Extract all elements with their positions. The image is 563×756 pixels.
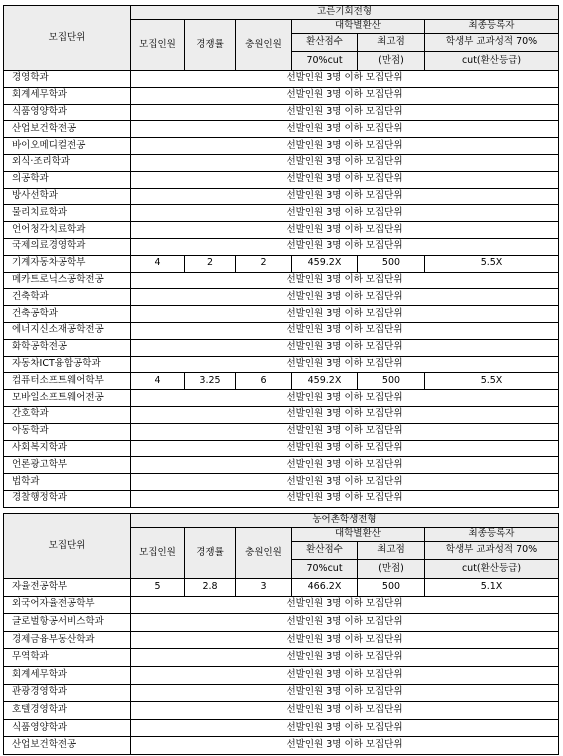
goreun-gihoe-table — [3, 5, 559, 508]
dept-name-cell: 자동차ICT융합공학과 — [4, 356, 131, 373]
note-cell: 선발인원 3명 이하 모집단위 — [131, 614, 559, 632]
grade-cell: 5.1X — [425, 579, 559, 597]
table-header — [4, 6, 559, 71]
dept-name-cell: 화학공학전공 — [4, 339, 131, 356]
dept-name-cell: 메카트로닉스공학전공 — [4, 272, 131, 289]
dept-name-cell: 식품영양학과 — [4, 104, 131, 121]
table-row — [4, 188, 559, 205]
table-row — [4, 440, 559, 457]
note-cell: 선발인원 3명 이하 모집단위 — [131, 339, 559, 356]
section-title: 농어촌학생전형 — [131, 514, 559, 528]
dept-name-cell: 회계세무학과 — [4, 666, 131, 684]
table-body — [4, 579, 559, 755]
dept-name-cell: 국제의료경영학과 — [4, 238, 131, 255]
table-row — [4, 579, 559, 597]
table-row — [4, 87, 559, 104]
dept-name-cell: 물리치료학과 — [4, 205, 131, 222]
note-cell: 선발인원 3명 이하 모집단위 — [131, 719, 559, 737]
note-cell: 선발인원 3명 이하 모집단위 — [131, 222, 559, 239]
table-row — [4, 423, 559, 440]
dept-name-cell: 법학과 — [4, 474, 131, 491]
dept-name-cell: 산업보건학전공 — [4, 737, 131, 755]
dept-name-cell: 방사선학과 — [4, 188, 131, 205]
table-row — [4, 356, 559, 373]
note-cell: 선발인원 3명 이하 모집단위 — [131, 702, 559, 720]
note-cell: 선발인원 3명 이하 모집단위 — [131, 322, 559, 339]
table-row — [4, 339, 559, 356]
table-row — [4, 373, 559, 390]
dept-name-cell: 언론광고학부 — [4, 457, 131, 474]
header-conv-score-cut: 70%cut — [292, 560, 358, 579]
header-unit: 모집단위 — [4, 6, 131, 71]
table-row — [4, 490, 559, 507]
note-cell: 선발인원 3명 이하 모집단위 — [131, 306, 559, 323]
note-cell: 선발인원 3명 이하 모집단위 — [131, 406, 559, 423]
header-conv-score: 환산점수 — [292, 542, 358, 560]
score-cell: 466.2X — [292, 579, 358, 597]
dept-name-cell: 건축학과 — [4, 289, 131, 306]
table-row — [4, 702, 559, 720]
note-cell: 선발인원 3명 이하 모집단위 — [131, 289, 559, 306]
note-cell: 선발인원 3명 이하 모집단위 — [131, 238, 559, 255]
filled-cell: 6 — [236, 373, 292, 390]
dept-name-cell: 경찰행정학과 — [4, 490, 131, 507]
grade-cell: 5.5X — [425, 255, 559, 272]
recruit-cell: 4 — [131, 373, 185, 390]
competition-cell: 3.25 — [185, 373, 236, 390]
dept-name-cell: 관광경영학과 — [4, 684, 131, 702]
table-row — [4, 272, 559, 289]
note-cell: 선발인원 3명 이하 모집단위 — [131, 457, 559, 474]
header-conv-score-cut: 70%cut — [292, 52, 358, 71]
table-row — [4, 684, 559, 702]
header-unit: 모집단위 — [4, 514, 131, 579]
note-cell: 선발인원 3명 이하 모집단위 — [131, 104, 559, 121]
note-cell: 선발인원 3명 이하 모집단위 — [131, 474, 559, 491]
note-cell: 선발인원 3명 이하 모집단위 — [131, 684, 559, 702]
header-filled: 충원인원 — [236, 528, 292, 579]
note-cell: 선발인원 3명 이하 모집단위 — [131, 87, 559, 104]
table-row — [4, 289, 559, 306]
header-record-cut: cut(환산등급) — [425, 560, 559, 579]
dept-name-cell: 건축공학과 — [4, 306, 131, 323]
dept-name-cell: 에너지신소재공학전공 — [4, 322, 131, 339]
header-competition: 경쟁률 — [185, 528, 236, 579]
recruit-cell: 4 — [131, 255, 185, 272]
dept-name-cell: 언어청각치료학과 — [4, 222, 131, 239]
header-final: 최종등록자 — [425, 528, 559, 542]
filled-cell: 3 — [236, 579, 292, 597]
dept-name-cell: 사회복지학과 — [4, 440, 131, 457]
table-row — [4, 474, 559, 491]
dept-name-cell: 자율전공학부 — [4, 579, 131, 597]
header-conv-score: 환산점수 — [292, 34, 358, 52]
dept-name-cell: 외국어자율전공학부 — [4, 596, 131, 614]
dept-name-cell: 의공학과 — [4, 171, 131, 188]
header-record: 학생부 교과성적 70% — [425, 34, 559, 52]
dept-name-cell: 경영학과 — [4, 71, 131, 88]
note-cell: 선발인원 3명 이하 모집단위 — [131, 737, 559, 755]
max-cell: 500 — [358, 579, 425, 597]
dept-name-cell: 간호학과 — [4, 406, 131, 423]
table-row — [4, 71, 559, 88]
table-row — [4, 737, 559, 755]
nongeochon-table — [3, 513, 559, 755]
table-row — [4, 255, 559, 272]
dept-name-cell: 회계세무학과 — [4, 87, 131, 104]
note-cell: 선발인원 3명 이하 모집단위 — [131, 272, 559, 289]
table-row — [4, 719, 559, 737]
table-body — [4, 71, 559, 508]
note-cell: 선발인원 3명 이하 모집단위 — [131, 121, 559, 138]
note-cell: 선발인원 3명 이하 모집단위 — [131, 596, 559, 614]
header-filled: 충원인원 — [236, 20, 292, 71]
header-recruit: 모집인원 — [131, 20, 185, 71]
header-record: 학생부 교과성적 70% — [425, 542, 559, 560]
recruit-cell: 5 — [131, 579, 185, 597]
grade-cell: 5.5X — [425, 373, 559, 390]
header-max: 최고점 — [358, 542, 425, 560]
competition-cell: 2 — [185, 255, 236, 272]
dept-name-cell: 아동학과 — [4, 423, 131, 440]
table-row — [4, 631, 559, 649]
header-univ-conversion: 대학별환산 — [292, 20, 425, 34]
table-row — [4, 666, 559, 684]
dept-name-cell: 모바일소프트웨어전공 — [4, 390, 131, 407]
dept-name-cell: 컴퓨터소프트웨어학부 — [4, 373, 131, 390]
table-row — [4, 649, 559, 667]
header-max: 최고점 — [358, 34, 425, 52]
table-row — [4, 154, 559, 171]
header-max-note: (만점) — [358, 560, 425, 579]
dept-name-cell: 산업보건학전공 — [4, 121, 131, 138]
header-final: 최종등록자 — [425, 20, 559, 34]
table-row — [4, 390, 559, 407]
dept-name-cell: 무역학과 — [4, 649, 131, 667]
dept-name-cell: 기계자동차공학부 — [4, 255, 131, 272]
table-row — [4, 171, 559, 188]
table-row — [4, 614, 559, 632]
note-cell: 선발인원 3명 이하 모집단위 — [131, 138, 559, 155]
note-cell: 선발인원 3명 이하 모집단위 — [131, 188, 559, 205]
section-title: 고른기회전형 — [131, 6, 559, 20]
table-row — [4, 104, 559, 121]
header-max-note: (만점) — [358, 52, 425, 71]
score-cell: 459.2X — [292, 373, 358, 390]
header-recruit: 모집인원 — [131, 528, 185, 579]
dept-name-cell: 글로벌항공서비스학과 — [4, 614, 131, 632]
table-row — [4, 121, 559, 138]
table-row — [4, 406, 559, 423]
note-cell: 선발인원 3명 이하 모집단위 — [131, 71, 559, 88]
note-cell: 선발인원 3명 이하 모집단위 — [131, 666, 559, 684]
competition-cell: 2.8 — [185, 579, 236, 597]
note-cell: 선발인원 3명 이하 모집단위 — [131, 490, 559, 507]
header-record-cut: cut(환산등급) — [425, 52, 559, 71]
table-row — [4, 138, 559, 155]
dept-name-cell: 식품영양학과 — [4, 719, 131, 737]
table-row — [4, 205, 559, 222]
table-header — [4, 514, 559, 579]
note-cell: 선발인원 3명 이하 모집단위 — [131, 390, 559, 407]
header-univ-conversion: 대학별환산 — [292, 528, 425, 542]
table-row — [4, 222, 559, 239]
note-cell: 선발인원 3명 이하 모집단위 — [131, 649, 559, 667]
header-competition: 경쟁률 — [185, 20, 236, 71]
filled-cell: 2 — [236, 255, 292, 272]
note-cell: 선발인원 3명 이하 모집단위 — [131, 154, 559, 171]
note-cell: 선발인원 3명 이하 모집단위 — [131, 423, 559, 440]
max-cell: 500 — [358, 373, 425, 390]
note-cell: 선발인원 3명 이하 모집단위 — [131, 171, 559, 188]
score-cell: 459.2X — [292, 255, 358, 272]
note-cell: 선발인원 3명 이하 모집단위 — [131, 440, 559, 457]
dept-name-cell: 호텔경영학과 — [4, 702, 131, 720]
table-row — [4, 322, 559, 339]
table-row — [4, 238, 559, 255]
table-row — [4, 457, 559, 474]
dept-name-cell: 경제금융부동산학과 — [4, 631, 131, 649]
dept-name-cell: 외식·조리학과 — [4, 154, 131, 171]
note-cell: 선발인원 3명 이하 모집단위 — [131, 205, 559, 222]
note-cell: 선발인원 3명 이하 모집단위 — [131, 356, 559, 373]
table-row — [4, 596, 559, 614]
note-cell: 선발인원 3명 이하 모집단위 — [131, 631, 559, 649]
dept-name-cell: 바이오메디컬전공 — [4, 138, 131, 155]
max-cell: 500 — [358, 255, 425, 272]
table-row — [4, 306, 559, 323]
